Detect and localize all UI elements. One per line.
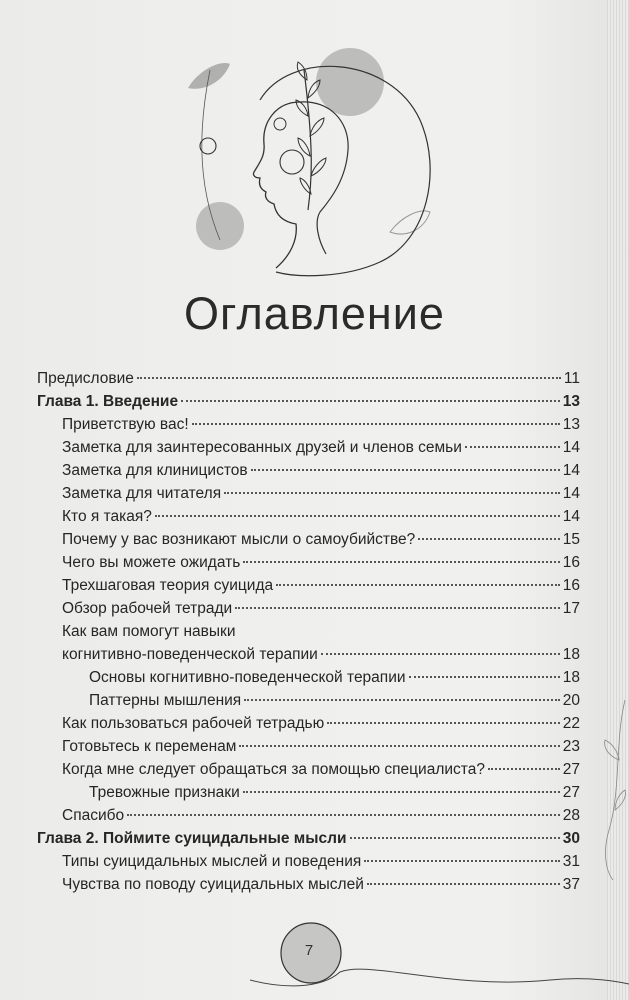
toc-title: Заметка для заинтересованных друзей и членов семьи	[62, 439, 462, 456]
toc-chapter-row[interactable]	[37, 391, 580, 413]
toc-leader	[488, 768, 560, 770]
toc-page: 13	[562, 393, 580, 410]
toc-title: Предисловие	[37, 370, 134, 387]
toc-page: 16	[562, 554, 580, 571]
toc-row[interactable]	[62, 736, 580, 758]
toc-page: 14	[562, 508, 580, 525]
toc-page: 27	[562, 784, 580, 801]
toc-leader	[244, 699, 560, 701]
toc-page: 14	[562, 439, 580, 456]
toc-leader	[364, 860, 559, 862]
toc-title: Тревожные признаки	[89, 784, 240, 801]
toc-leader	[276, 584, 560, 586]
leaf-outline-icon	[390, 211, 430, 234]
woman-profile-illustration	[180, 40, 450, 290]
toc-title: Как пользоваться рабочей тетрадью	[62, 715, 325, 732]
toc-row[interactable]	[62, 644, 580, 666]
leaf-branch-icon	[585, 700, 629, 880]
toc-row[interactable]	[62, 552, 580, 574]
toc-leader	[137, 377, 561, 379]
toc-title: Готовьтесь к переменам	[62, 738, 237, 755]
toc-title: Паттерны мышления	[89, 692, 242, 709]
toc-page: 30	[562, 830, 580, 847]
toc-page: 17	[562, 600, 580, 617]
toc-row[interactable]	[62, 759, 580, 781]
toc-leader	[327, 722, 560, 724]
toc-leader	[465, 446, 560, 448]
toc-page: 18	[562, 646, 580, 663]
toc-row[interactable]	[62, 621, 580, 643]
toc-title: Чувства по поводу суицидальных мыслей	[62, 876, 364, 893]
grey-circle-left	[196, 202, 244, 250]
toc-row[interactable]	[62, 598, 580, 620]
toc-title: Кто я такая?	[62, 508, 152, 525]
toc-page: 31	[562, 853, 580, 870]
toc-page: 27	[562, 761, 580, 778]
toc-page: 22	[562, 715, 580, 732]
toc-row[interactable]	[62, 437, 580, 459]
toc-row[interactable]	[62, 713, 580, 735]
toc-title: Заметка для читателя	[62, 485, 222, 502]
toc-leader	[243, 561, 559, 563]
page-number-ornament	[250, 920, 629, 1000]
toc-title: когнитивно-поведенческой терапии	[62, 646, 318, 663]
toc-title: Почему у вас возникают мысли о самоубийстве?	[62, 531, 416, 548]
toc-title: Глава 2. Поймите суицидальные мысли	[37, 830, 347, 847]
toc-row[interactable]	[62, 414, 580, 436]
toc-leader	[239, 745, 559, 747]
toc-row[interactable]	[62, 575, 580, 597]
page-number: 7	[304, 942, 314, 959]
toc-title: Спасибо	[62, 807, 125, 824]
toc-title: Основы когнитивно-поведенческой терапии	[89, 669, 406, 686]
toc-row[interactable]	[62, 805, 580, 827]
toc-page: 23	[562, 738, 580, 755]
toc-leader	[235, 607, 560, 609]
toc-page: 14	[562, 485, 580, 502]
toc-leader	[321, 653, 560, 655]
toc-row[interactable]	[62, 874, 580, 896]
toc-row[interactable]	[89, 782, 580, 804]
toc-title: Обзор рабочей тетради	[62, 600, 233, 617]
toc-row[interactable]	[62, 529, 580, 551]
toc-title: Глава 1. Введение	[37, 393, 179, 410]
toc-row[interactable]	[89, 667, 580, 689]
toc-leader	[418, 538, 559, 540]
toc-leader	[224, 492, 560, 494]
toc-leader	[192, 423, 560, 425]
toc-title: Трехшаговая теория суицида	[62, 577, 274, 594]
toc-leader	[367, 883, 560, 885]
toc-title: Приветствую вас!	[62, 416, 189, 433]
toc-title: Заметка для клиницистов	[62, 462, 248, 479]
toc-page: 16	[562, 577, 580, 594]
toc-page: 14	[562, 462, 580, 479]
toc-row[interactable]	[62, 506, 580, 528]
toc-page: 20	[562, 692, 580, 709]
toc-chapter-row[interactable]	[37, 828, 580, 850]
toc-leader	[251, 469, 560, 471]
toc-row[interactable]	[62, 460, 580, 482]
toc-row[interactable]	[62, 851, 580, 873]
toc-page: 28	[562, 807, 580, 824]
toc-page: 18	[562, 669, 580, 686]
toc-title: Чего вы можете ожидать	[62, 554, 241, 571]
toc-leader	[409, 676, 560, 678]
toc-page: 37	[562, 876, 580, 893]
toc-title: Когда мне следует обращаться за помощью специалиста?	[62, 761, 485, 778]
toc-page: 13	[562, 416, 580, 433]
toc-leader	[350, 837, 560, 839]
toc-page: 11	[563, 370, 580, 387]
toc-leader	[155, 515, 560, 517]
grey-circle-top	[316, 48, 384, 116]
toc-row[interactable]	[37, 368, 580, 390]
toc-leader	[127, 814, 560, 816]
toc-row[interactable]	[62, 483, 580, 505]
toc-page: 15	[562, 531, 580, 548]
toc-title: Как вам помогут навыки	[62, 623, 236, 640]
toc-row[interactable]	[89, 690, 580, 712]
toc-leader	[181, 400, 560, 402]
toc-title: Типы суицидальных мыслей и поведения	[62, 853, 362, 870]
toc-leader	[243, 791, 560, 793]
page-title: Оглавление	[184, 288, 445, 339]
